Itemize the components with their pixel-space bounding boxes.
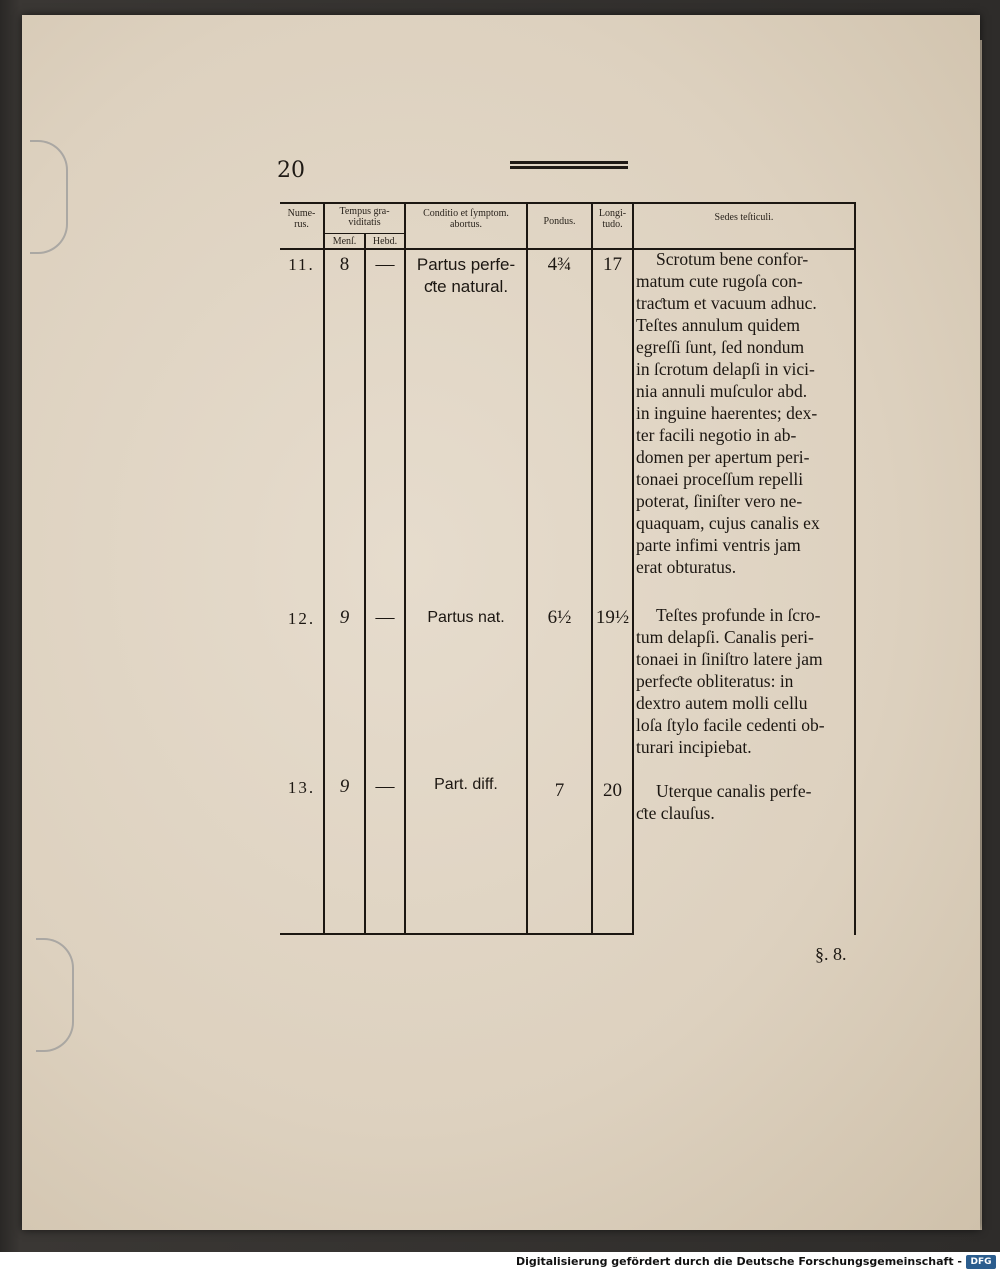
row-13-mens: 9 <box>339 776 350 797</box>
sedes-line: dextro autem molli cellu <box>636 693 808 713</box>
row-12-numerus: 12. <box>287 609 316 628</box>
sedes-line: traƈtum et vacuum adhuc. <box>636 293 817 313</box>
row-12-mens: 9 <box>339 607 350 628</box>
table-bottom-rule <box>280 933 634 935</box>
row-11-longitudo: 17 <box>603 254 622 275</box>
col-rule-1 <box>323 202 325 935</box>
col-rule-5 <box>591 202 593 935</box>
sedes-line: tum delapſi. Canalis peri- <box>636 627 814 647</box>
sedes-line: Uterque canalis perfe- <box>656 781 812 801</box>
header-tempus: Tempus gra- viditatis <box>339 206 390 228</box>
sedes-line: quaquam, cujus canalis ex <box>636 513 820 533</box>
sedes-line: parte infimi ventris jam <box>636 535 801 555</box>
col-rule-right <box>854 202 856 935</box>
sedes-line: turari incipiebat. <box>636 737 752 757</box>
col-rule-2 <box>364 233 366 935</box>
row-13-sedes <box>636 780 854 824</box>
sedes-line: ter facili negotio in ab- <box>636 425 797 445</box>
sedes-line: matum cute rugoſa con- <box>636 271 803 291</box>
sedes-line: erat obturatus. <box>636 557 737 577</box>
data-table <box>280 202 856 938</box>
sedes-line: Scrotum bene confor- <box>656 249 809 269</box>
row-13-conditio: Part. diff. <box>434 776 498 793</box>
row-11-sedes <box>636 248 854 578</box>
sedes-line: perfeƈte obliteratus: in <box>636 671 794 691</box>
row-12-pondus: 6½ <box>547 607 572 628</box>
row-11-mens: 8 <box>339 254 350 275</box>
sedes-line: poterat, ſiniſter vero ne- <box>636 491 803 511</box>
row-13-hebd: — <box>375 776 395 797</box>
col-rule-6 <box>632 202 634 935</box>
row-11-numerus: 11. <box>288 255 315 274</box>
header-sedes: Sedes teſticuli. <box>714 212 774 223</box>
row-11-pondus: 4¾ <box>547 254 572 275</box>
header-hebd: Hebd. <box>372 236 398 247</box>
footer-text: Digitalisierung gefördert durch die Deutsche Forschungsgemeinschaft - <box>515 1255 962 1268</box>
paper-clip-top <box>30 140 68 254</box>
sedes-line: domen per apertum peri- <box>636 447 810 467</box>
sedes-line: loſa ſtylo facile cedenti ob- <box>636 715 825 735</box>
page-number: 20 <box>277 158 305 183</box>
header-mens: Menſ. <box>332 236 357 247</box>
sedes-line: Teſtes annulum quidem <box>636 315 801 335</box>
col-rule-3 <box>404 202 406 935</box>
sedes-line: ƈte clauſus. <box>636 803 715 823</box>
table-top-rule <box>280 202 856 204</box>
sedes-line: tonaei in ſiniſtro latere jam <box>636 649 823 669</box>
row-12-longitudo: 19½ <box>595 607 630 628</box>
header-conditio: Conditio et ſymptom. abortus. <box>423 208 509 230</box>
dfg-logo: DFG <box>966 1255 996 1269</box>
footer-bar <box>0 1252 1000 1273</box>
catchword: §. 8. <box>815 944 847 964</box>
row-11-conditio: Partus perfe- ƈte natural. <box>416 255 516 296</box>
header-longitudo: Longi- tudo. <box>598 208 627 230</box>
row-13-pondus: 7 <box>554 780 565 801</box>
sedes-line: Teſtes profunde in ſcro- <box>656 605 821 625</box>
sedes-line: in inguine haerentes; dex- <box>636 403 818 423</box>
sedes-line: egreſſi ſunt, ſed nondum <box>636 337 805 357</box>
row-13-numerus: 13. <box>287 778 316 797</box>
row-11-hebd: — <box>375 254 395 275</box>
sedes-line: nia annuli muſculor abd. <box>636 381 808 401</box>
row-13-longitudo: 20 <box>603 780 622 801</box>
header-numerus: Nume- rus. <box>287 208 316 230</box>
header-pondus: Pondus. <box>543 216 576 227</box>
header-ornament <box>510 161 628 171</box>
paper-clip-bottom <box>36 938 74 1052</box>
row-12-conditio: Partus nat. <box>427 609 505 626</box>
row-12-hebd: — <box>375 607 395 628</box>
col-rule-4 <box>526 202 528 935</box>
row-12-sedes <box>636 604 854 758</box>
sedes-line: in ſcrotum delapſi in vici- <box>636 359 815 379</box>
sedes-line: tonaei proceſſum repelli <box>636 469 804 489</box>
